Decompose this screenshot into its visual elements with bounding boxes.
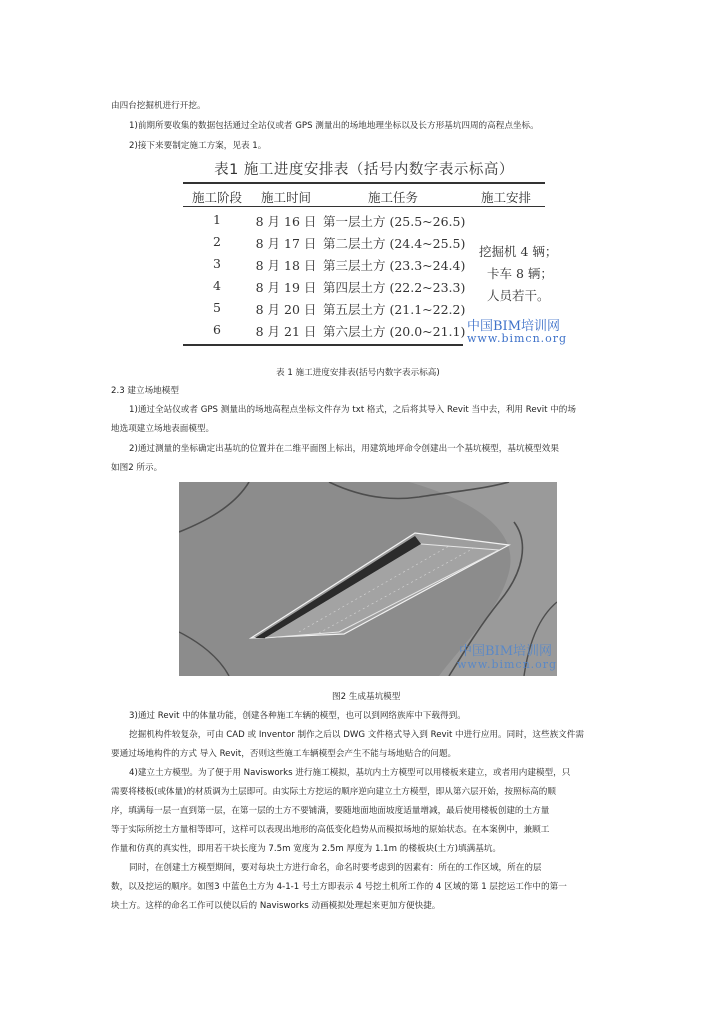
paragraph-naming-1: 同时，在创建土方模型期间，要对每块土方进行命名，命名时要考虑到的因素有：所在的工作区域，所在的层 <box>129 863 542 873</box>
table-cell-stage: 1 <box>213 212 221 227</box>
paragraph-earthwork-3: 序，填满每一层一直到第一层，在第一层的土方不要铺满，要随地面地面坡度适量增减，最后使用楼板创建的土方量 <box>111 806 550 816</box>
table-cell-date: 8 月 16 日 <box>255 214 317 229</box>
table-header-arrangement: 施工安排 <box>480 190 531 205</box>
table-cell-task: 第四层土方 (22.2~23.3) <box>323 280 466 295</box>
watermark-cn: 中国BIM培训网 <box>467 319 560 334</box>
table-arrangement-excavators: 挖掘机 4 辆； <box>479 244 558 259</box>
figure-watermark-url: www.bimcn.org <box>457 658 557 671</box>
figure-2-pit-model <box>179 482 557 676</box>
table-cell-date: 8 月 19 日 <box>255 280 317 295</box>
table-cell-date: 8 月 17 日 <box>255 236 317 251</box>
table-cell-stage: 4 <box>213 278 221 293</box>
paragraph-vehicles: 3)通过 Revit 中的体量功能，创建各种施工车辆的模型，也可以到网络族库中下载得到。 <box>129 711 466 721</box>
table-cell-task: 第五层土方 (21.1~22.2) <box>323 302 466 317</box>
table-1-image <box>183 152 568 352</box>
table-cell-date: 8 月 20 日 <box>255 302 317 317</box>
paragraph-earthwork-1: 4)建立土方模型。为了便于用 Navisworks 进行施工模拟，基坑内土方模型可以用楼板来建立，或者用内建模型，只 <box>129 768 571 778</box>
paragraph-intro: 由四台挖掘机进行开挖。 <box>111 101 206 111</box>
paragraph-site-2: 2)通过测量的坐标确定出基坑的位置并在二维平面图上标出，用建筑地坪命令创建出一个基坑模型，基坑模型效果 <box>129 444 559 454</box>
paragraph-naming-2: 数，以及挖运的顺序。如图3 中蓝色土方为 4-1-1 号土方即表示 4 号挖土机所工作的 4 区域的第 1 层挖运工作中的第一 <box>111 882 567 892</box>
table-cell-stage: 3 <box>213 256 221 271</box>
section-heading: 2.3 建立场地模型 <box>111 386 179 396</box>
table-header-time: 施工时间 <box>260 190 311 205</box>
paragraph-site-1-cont: 地选项建立场地表面模型。 <box>111 424 215 434</box>
table-arrangement-workers: 人员若干。 <box>487 288 550 303</box>
table-arrangement-trucks: 卡车 8 辆； <box>487 266 553 281</box>
table-top-rule <box>183 182 545 184</box>
table-header-task: 施工任务 <box>367 190 418 205</box>
paragraph-earthwork-2: 需要将楼板(或体量)的材质调为土层即可。由实际土方挖运的顺序逆向建立土方模型，即从第六层开始，按照标高的顺 <box>111 787 556 797</box>
table-cell-stage: 2 <box>213 234 221 249</box>
paragraph-excavator: 挖掘机构件较复杂，可由 CAD 或 Inventor 制作之后以 DWG 文件格式导入到 Revit 中进行应用。同时，这些族文件需 <box>129 730 584 740</box>
paragraph-site-1: 1)通过全站仪或者 GPS 测量出的场地高程点坐标文件存为 txt 格式，之后将其导入 Revit 当中去，利用 Revit 中的场 <box>129 405 576 415</box>
table-cell-date: 8 月 21 日 <box>255 324 317 339</box>
table-title: 表1 施工进度安排表（括号内数字表示标高） <box>214 162 514 178</box>
table-header-stage: 施工阶段 <box>191 190 242 205</box>
paragraph-earthwork-4: 等于实际所挖土方量相等即可，这样可以表现出地形的高低变化趋势从而模拟场地的原始状态。在本案例中，兼顾工 <box>111 825 550 835</box>
figure-caption: 图2 生成基坑模型 <box>332 692 401 702</box>
table-cell-stage: 6 <box>213 322 221 337</box>
paragraph-earthwork-5: 作量和仿真的真实性，即用若干块长度为 7.5m 宽度为 2.5m 厚度为 1.1m 的楼板块(土方)填满基坑。 <box>111 844 501 854</box>
paragraph-step2: 2)接下来要制定施工方案，见表 1。 <box>129 141 267 151</box>
table-header-rule <box>183 206 545 207</box>
table-bottom-rule <box>183 344 463 346</box>
table-cell-task: 第三层土方 (23.3~24.4) <box>323 258 466 273</box>
table-caption: 表 1 施工进度安排表(括号内数字表示标高) <box>276 368 440 378</box>
paragraph-excavator-cont: 要通过场地构件的方式 导入 Revit，否则这些施工车辆模型会产生不能与场地贴合的问题。 <box>111 749 457 759</box>
table-cell-task: 第一层土方 (25.5~26.5) <box>323 214 466 229</box>
paragraph-site-2-cont: 如图2 所示。 <box>111 463 163 473</box>
paragraph-step1: 1)前期所要收集的数据包括通过全站仪或者 GPS 测量出的场地地理坐标以及长方形基坑四周的高程点坐标。 <box>129 121 539 131</box>
table-cell-date: 8 月 18 日 <box>255 258 317 273</box>
table-cell-task: 第六层土方 (20.0~21.1) <box>323 324 466 339</box>
table-cell-stage: 5 <box>213 300 221 315</box>
table-cell-task: 第二层土方 (24.4~25.5) <box>323 236 466 251</box>
watermark-url: www.bimcn.org <box>467 332 568 345</box>
paragraph-naming-3: 块土方。这样的命名工作可以使以后的 Navisworks 动画模拟处理起来更加方便快捷。 <box>111 901 441 911</box>
figure-watermark-cn: 中国BIM培训网 <box>459 644 552 659</box>
